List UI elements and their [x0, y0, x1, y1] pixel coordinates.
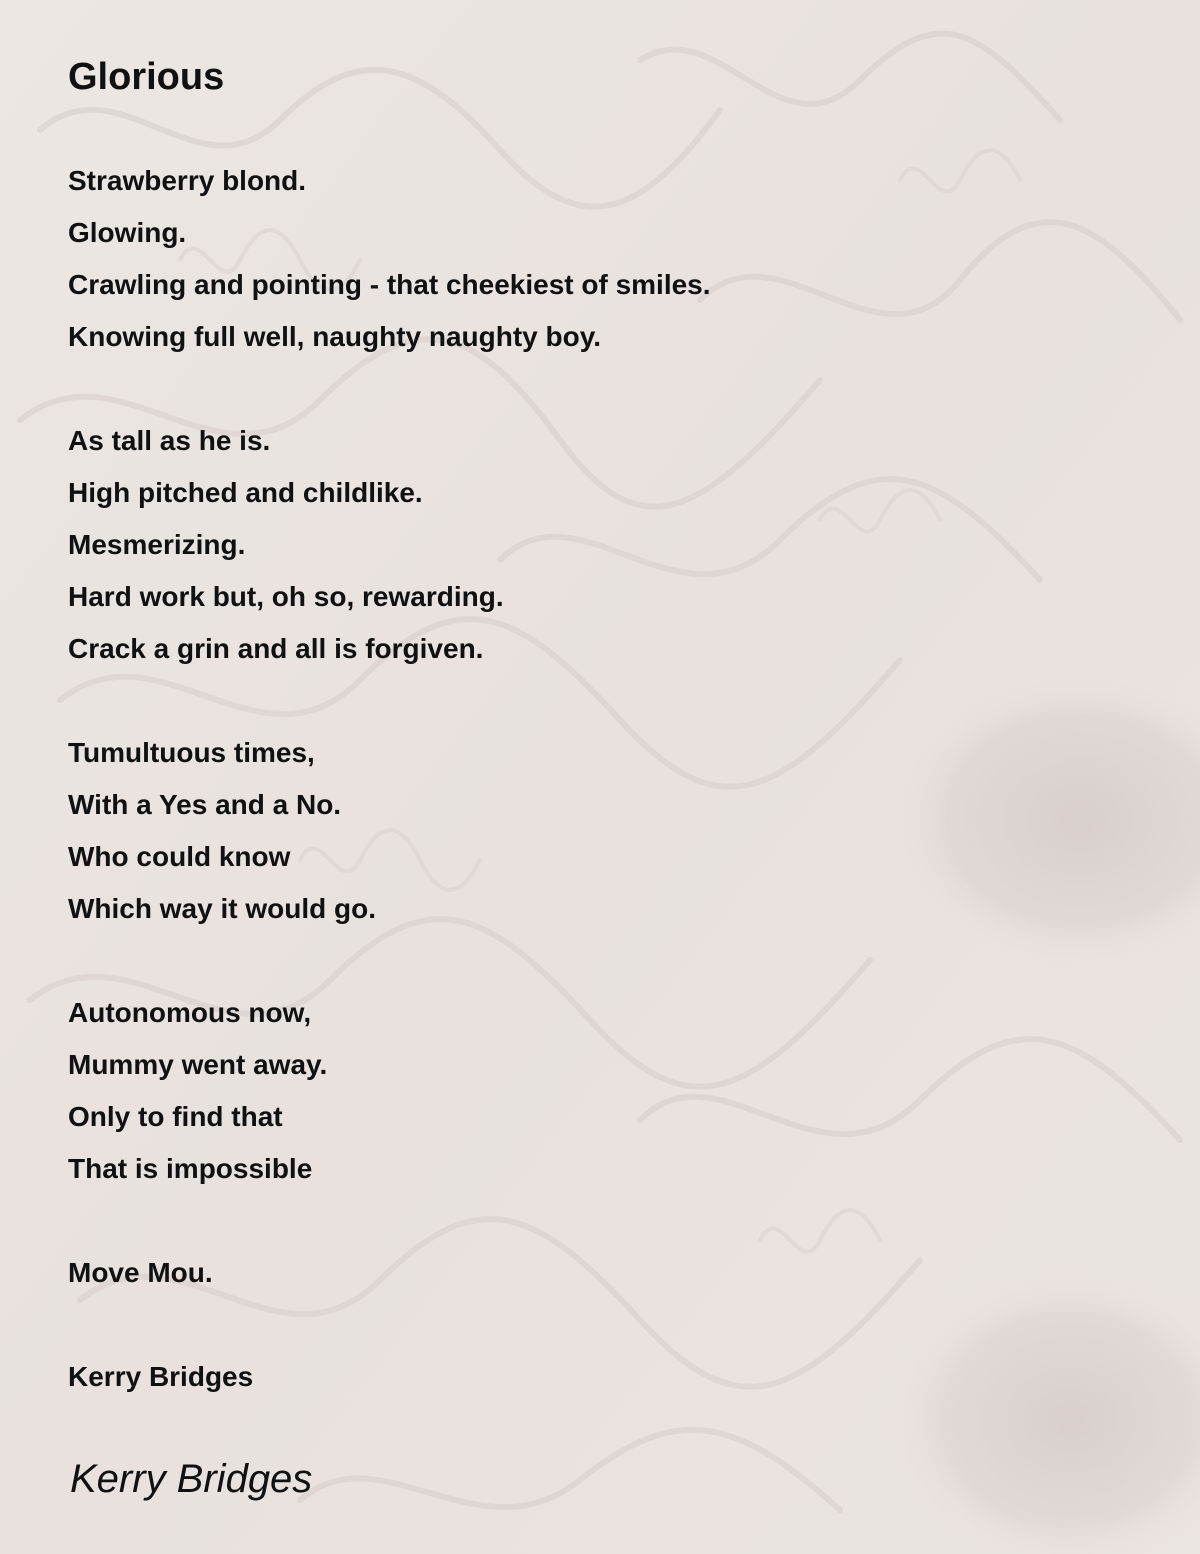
poem-line: With a Yes and a No.: [68, 789, 342, 820]
poem-line: Which way it would go.: [68, 893, 376, 924]
poem-line: That is impossible: [68, 1153, 313, 1184]
poem-line: Crawling and pointing - that cheekiest of smiles.: [68, 269, 711, 300]
author-line-stanza: [68, 1351, 711, 1403]
poem-body: [68, 155, 711, 1455]
poem-line: Knowing full well, naughty naughty boy.: [68, 321, 602, 352]
poem-line: Only to find that: [68, 1101, 283, 1132]
poem-line: Strawberry blond.: [68, 165, 307, 196]
poem-line: Glowing.: [68, 217, 187, 248]
poem-author: Kerry Bridges: [68, 1361, 254, 1392]
poem-title: Glorious: [68, 56, 225, 98]
stanza-4: [68, 987, 711, 1195]
poem-line: As tall as he is.: [68, 425, 271, 456]
poem-line: Move Mou.: [68, 1257, 213, 1288]
stanza-3: [68, 727, 711, 935]
poem-line: Hard work but, oh so, rewarding.: [68, 581, 504, 612]
author-signature: Kerry Bridges: [70, 1457, 313, 1501]
poem-line: Mummy went away.: [68, 1049, 328, 1080]
stanza-5: [68, 1247, 711, 1299]
poem-line: Tumultuous times,: [68, 737, 315, 768]
poem-line: Autonomous now,: [68, 997, 312, 1028]
poem-line: Crack a grin and all is forgiven.: [68, 633, 484, 664]
poem-line: Who could know: [68, 841, 291, 872]
stanza-1: [68, 155, 711, 363]
stanza-2: [68, 415, 711, 675]
poem-line: Mesmerizing.: [68, 529, 246, 560]
poem-line: High pitched and childlike.: [68, 477, 423, 508]
